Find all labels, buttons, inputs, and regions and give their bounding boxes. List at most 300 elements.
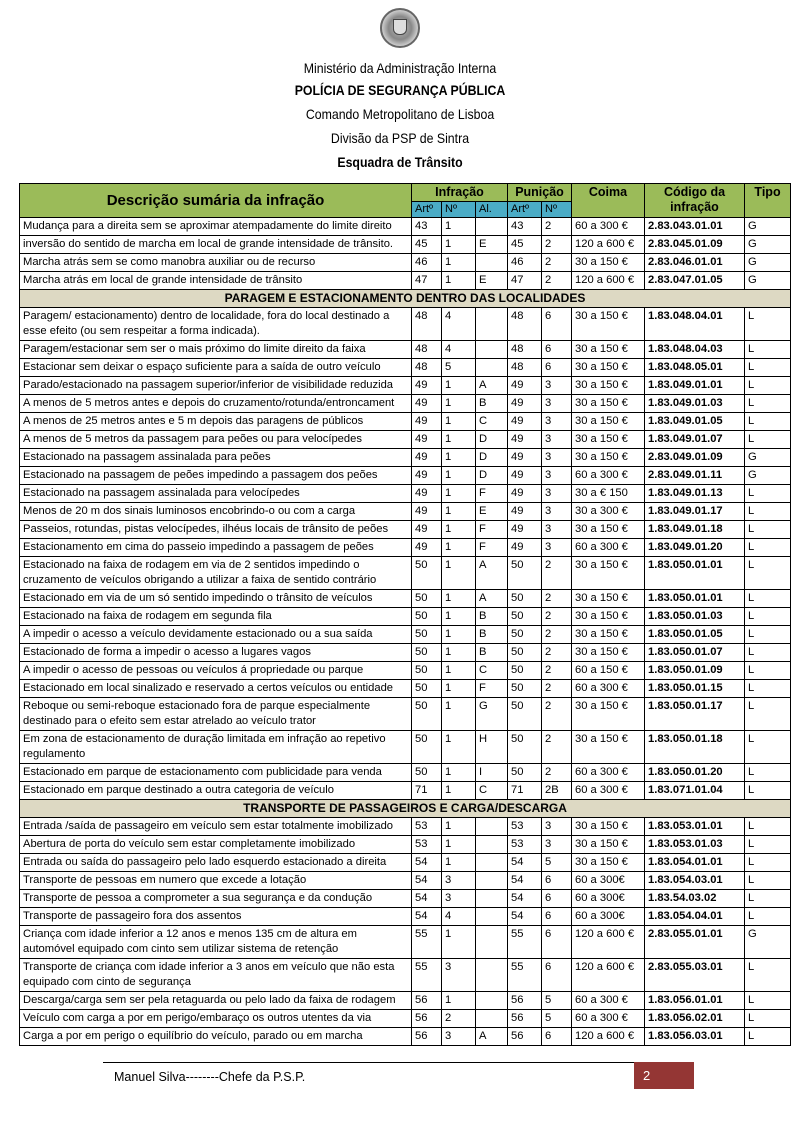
infracao-num-cell: 3 <box>442 890 476 908</box>
punicao-num-cell: 3 <box>542 485 572 503</box>
infracao-num-cell: 1 <box>442 521 476 539</box>
infracao-al-cell: B <box>476 608 508 626</box>
description-cell: A menos de 5 metros antes e depois do cruzamento/rotunda/entroncament <box>20 395 412 413</box>
infracao-al-cell <box>476 872 508 890</box>
description-cell: A impedir o acesso a veículo devidamente estacionado ou a sua saída <box>20 626 412 644</box>
description-cell: Estacionar sem deixar o espaço suficiente para a saída de outro veículo <box>20 359 412 377</box>
punicao-art-cell: 50 <box>508 590 542 608</box>
header-infracao-al: Al. <box>476 202 508 218</box>
footer-signature: Manuel Silva--------Chefe da P.S.P. <box>114 1070 306 1084</box>
coima-cell: 30 a 150 € <box>572 377 645 395</box>
punicao-art-cell: 56 <box>508 1010 542 1028</box>
codigo-cell: 1.83.049.01.01 <box>645 377 745 395</box>
punicao-art-cell: 48 <box>508 341 542 359</box>
description-cell: Transporte de criança com idade inferior a 3 anos em veículo que não esta equipado com cinto de segurança <box>20 959 412 992</box>
tipo-cell: G <box>745 254 791 272</box>
description-cell: Descarga/carga sem ser pela retaguarda ou pelo lado da faixa de rodagem <box>20 992 412 1010</box>
infracao-num-cell: 1 <box>442 731 476 764</box>
table-row <box>20 908 791 926</box>
tipo-cell: L <box>745 764 791 782</box>
codigo-cell: 1.83.048.04.03 <box>645 341 745 359</box>
coima-cell: 30 a € 150 <box>572 485 645 503</box>
description-cell: Parado/estacionado na passagem superior/inferior de visibilidade reduzida <box>20 377 412 395</box>
codigo-cell: 1.83.54.03.02 <box>645 890 745 908</box>
punicao-num-cell: 2 <box>542 626 572 644</box>
coima-cell: 30 a 150 € <box>572 254 645 272</box>
infracao-art-cell: 48 <box>412 359 442 377</box>
infracao-art-cell: 49 <box>412 485 442 503</box>
description-cell: Marcha atrás sem se como manobra auxiliar ou de recurso <box>20 254 412 272</box>
infracao-art-cell: 53 <box>412 836 442 854</box>
header-infracao-art: Artº <box>412 202 442 218</box>
punicao-art-cell: 49 <box>508 503 542 521</box>
infracao-num-cell: 1 <box>442 395 476 413</box>
tipo-cell: G <box>745 236 791 254</box>
infractions-table <box>19 183 791 1046</box>
codigo-cell: 1.83.049.01.13 <box>645 485 745 503</box>
description-cell: Transporte de pessoa a comprometer a sua segurança e da condução <box>20 890 412 908</box>
infracao-art-cell: 50 <box>412 608 442 626</box>
coima-cell: 60 a 300 € <box>572 1010 645 1028</box>
table-row <box>20 395 791 413</box>
coat-of-arms-icon <box>380 8 420 48</box>
punicao-art-cell: 48 <box>508 359 542 377</box>
coima-cell: 60 a 300 € <box>572 539 645 557</box>
infracao-al-cell <box>476 836 508 854</box>
punicao-art-cell: 50 <box>508 680 542 698</box>
infracao-art-cell: 50 <box>412 680 442 698</box>
coima-cell: 30 a 150 € <box>572 521 645 539</box>
description-cell: Estacionado na faixa de rodagem em via de 2 sentidos impedindo o cruzamento de veículos obrigando a utilizar a faixa de sentido contrário <box>20 557 412 590</box>
description-cell: Criança com idade inferior a 12 anos e menos 135 cm de altura em automóvel equipado com cinto sem utilizar sistema de retenção <box>20 926 412 959</box>
codigo-cell: 1.83.050.01.20 <box>645 764 745 782</box>
coima-cell: 120 a 600 € <box>572 1028 645 1046</box>
table-row <box>20 782 791 800</box>
coima-cell: 60 a 300 € <box>572 467 645 485</box>
infracao-art-cell: 54 <box>412 890 442 908</box>
table-row <box>20 218 791 236</box>
coima-cell: 60 a 300 € <box>572 782 645 800</box>
document-header <box>0 8 800 170</box>
section-row-transport <box>20 800 791 818</box>
punicao-num-cell: 6 <box>542 926 572 959</box>
tipo-cell: L <box>745 890 791 908</box>
punicao-num-cell: 5 <box>542 854 572 872</box>
punicao-num-cell: 6 <box>542 359 572 377</box>
punicao-art-cell: 49 <box>508 395 542 413</box>
punicao-num-cell: 3 <box>542 836 572 854</box>
tipo-cell: L <box>745 959 791 992</box>
infracao-al-cell: D <box>476 449 508 467</box>
coima-cell: 30 a 150 € <box>572 698 645 731</box>
codigo-cell: 1.83.049.01.17 <box>645 503 745 521</box>
description-cell: Entrada /saída de passageiro em veículo sem estar totalmente imobilizado <box>20 818 412 836</box>
punicao-art-cell: 49 <box>508 377 542 395</box>
table-row <box>20 377 791 395</box>
codigo-cell: 1.83.054.01.01 <box>645 854 745 872</box>
description-cell: Estacionado em via de um só sentido impedindo o trânsito de veículos <box>20 590 412 608</box>
table-row <box>20 608 791 626</box>
punicao-art-cell: 50 <box>508 698 542 731</box>
punicao-num-cell: 3 <box>542 377 572 395</box>
command-name: Comando Metropolitano de Lisboa <box>305 106 495 122</box>
punicao-art-cell: 53 <box>508 818 542 836</box>
codigo-cell: 1.83.050.01.01 <box>645 590 745 608</box>
punicao-art-cell: 49 <box>508 449 542 467</box>
infracao-al-cell: F <box>476 485 508 503</box>
infracao-art-cell: 56 <box>412 1028 442 1046</box>
punicao-num-cell: 2 <box>542 254 572 272</box>
description-cell: Passeios, rotundas, pistas velocípedes, ilhéus locais de trânsito de peões <box>20 521 412 539</box>
table-row <box>20 521 791 539</box>
table-row <box>20 272 791 290</box>
coima-cell: 30 a 150 € <box>572 341 645 359</box>
punicao-num-cell: 2 <box>542 272 572 290</box>
codigo-cell: 2.83.055.01.01 <box>645 926 745 959</box>
infracao-al-cell: E <box>476 503 508 521</box>
infracao-art-cell: 49 <box>412 503 442 521</box>
punicao-art-cell: 50 <box>508 731 542 764</box>
punicao-num-cell: 2 <box>542 590 572 608</box>
infracao-num-cell: 1 <box>442 377 476 395</box>
description-cell: Abertura de porta do veículo sem estar completamente imobilizado <box>20 836 412 854</box>
tipo-cell: L <box>745 782 791 800</box>
tipo-cell: L <box>745 1010 791 1028</box>
infracao-art-cell: 50 <box>412 698 442 731</box>
infracao-al-cell: D <box>476 467 508 485</box>
coima-cell: 60 a 150 € <box>572 662 645 680</box>
coima-cell: 60 a 300 € <box>572 680 645 698</box>
punicao-num-cell: 2 <box>542 644 572 662</box>
punicao-art-cell: 54 <box>508 872 542 890</box>
punicao-num-cell: 6 <box>542 908 572 926</box>
infracao-art-cell: 54 <box>412 872 442 890</box>
tipo-cell: G <box>745 218 791 236</box>
punicao-art-cell: 53 <box>508 836 542 854</box>
coima-cell: 30 a 150 € <box>572 818 645 836</box>
codigo-cell: 1.83.049.01.05 <box>645 413 745 431</box>
description-cell: Veículo com carga a por em perigo/embaraço os outros utentes da via <box>20 1010 412 1028</box>
table-row <box>20 959 791 992</box>
tipo-cell: L <box>745 431 791 449</box>
tipo-cell: L <box>745 485 791 503</box>
tipo-cell: L <box>745 662 791 680</box>
infracao-num-cell: 1 <box>442 272 476 290</box>
description-cell: Estacionado na passagem assinalada para velocípedes <box>20 485 412 503</box>
infracao-al-cell: F <box>476 539 508 557</box>
description-cell: Reboque ou semi-reboque estacionado fora de parque especialmente destinado para o efeito sem estar atrelado ao veículo trator <box>20 698 412 731</box>
infracao-art-cell: 56 <box>412 1010 442 1028</box>
table-row <box>20 485 791 503</box>
punicao-art-cell: 50 <box>508 608 542 626</box>
punicao-art-cell: 50 <box>508 662 542 680</box>
division-name: Divisão da PSP de Sintra <box>330 130 470 146</box>
tipo-cell: L <box>745 413 791 431</box>
codigo-cell: 1.83.053.01.03 <box>645 836 745 854</box>
tipo-cell: L <box>745 590 791 608</box>
infracao-art-cell: 49 <box>412 521 442 539</box>
infracao-num-cell: 1 <box>442 626 476 644</box>
infracao-num-cell: 3 <box>442 872 476 890</box>
table-row <box>20 1028 791 1046</box>
table-row <box>20 539 791 557</box>
infracao-al-cell: I <box>476 764 508 782</box>
table-row <box>20 680 791 698</box>
infracao-al-cell: B <box>476 644 508 662</box>
infracao-art-cell: 50 <box>412 644 442 662</box>
infracao-num-cell: 1 <box>442 854 476 872</box>
codigo-cell: 1.83.049.01.03 <box>645 395 745 413</box>
description-cell: Entrada ou saída do passageiro pelo lado esquerdo estacionado a direita <box>20 854 412 872</box>
infracao-art-cell: 49 <box>412 395 442 413</box>
codigo-cell: 1.83.050.01.03 <box>645 608 745 626</box>
infracao-num-cell: 1 <box>442 590 476 608</box>
punicao-num-cell: 2 <box>542 698 572 731</box>
table-row <box>20 854 791 872</box>
tipo-cell: L <box>745 698 791 731</box>
section-title: TRANSPORTE DE PASSAGEIROS E CARGA/DESCARGA <box>20 800 791 818</box>
punicao-num-cell: 2 <box>542 662 572 680</box>
infracao-num-cell: 1 <box>442 236 476 254</box>
punicao-art-cell: 49 <box>508 485 542 503</box>
codigo-cell: 2.83.049.01.09 <box>645 449 745 467</box>
codigo-cell: 2.83.049.01.11 <box>645 467 745 485</box>
codigo-cell: 1.83.050.01.01 <box>645 557 745 590</box>
punicao-num-cell: 6 <box>542 959 572 992</box>
punicao-art-cell: 50 <box>508 626 542 644</box>
punicao-art-cell: 54 <box>508 854 542 872</box>
infracao-al-cell <box>476 854 508 872</box>
coima-cell: 60 a 300 € <box>572 218 645 236</box>
infracao-al-cell <box>476 341 508 359</box>
table-body-transport <box>20 818 791 1046</box>
table-row <box>20 236 791 254</box>
tipo-cell: L <box>745 395 791 413</box>
table-row <box>20 872 791 890</box>
table-row <box>20 836 791 854</box>
infracao-art-cell: 43 <box>412 218 442 236</box>
description-cell: Estacionado na faixa de rodagem em segunda fila <box>20 608 412 626</box>
description-cell: Estacionado na passagem de peões impedindo a passagem dos peões <box>20 467 412 485</box>
infracao-num-cell: 1 <box>442 836 476 854</box>
description-cell: Paragem/estacionar sem ser o mais próximo do limite direito da faixa <box>20 341 412 359</box>
codigo-cell: 1.83.071.01.04 <box>645 782 745 800</box>
codigo-cell: 1.83.048.04.01 <box>645 308 745 341</box>
page-number: 2 <box>634 1062 694 1089</box>
infracao-al-cell <box>476 308 508 341</box>
header-punicao-num: Nº <box>542 202 572 218</box>
punicao-num-cell: 2 <box>542 680 572 698</box>
punicao-num-cell: 6 <box>542 341 572 359</box>
infracao-num-cell: 1 <box>442 254 476 272</box>
infracao-art-cell: 49 <box>412 467 442 485</box>
table-row <box>20 1010 791 1028</box>
description-cell: A menos de 5 metros da passagem para peões ou para velocípedes <box>20 431 412 449</box>
infracao-al-cell: E <box>476 272 508 290</box>
punicao-num-cell: 6 <box>542 308 572 341</box>
table-row <box>20 467 791 485</box>
coima-cell: 30 a 150 € <box>572 608 645 626</box>
description-cell: Estacionamento em cima do passeio impedindo a passagem de peões <box>20 539 412 557</box>
infracao-num-cell: 1 <box>442 218 476 236</box>
section-row-parking <box>20 290 791 308</box>
table-row <box>20 413 791 431</box>
infracao-art-cell: 49 <box>412 377 442 395</box>
punicao-num-cell: 2 <box>542 557 572 590</box>
description-cell: Menos de 20 m dos sinais luminosos encobrindo-o ou com a carga <box>20 503 412 521</box>
coima-cell: 30 a 150 € <box>572 557 645 590</box>
coima-cell: 30 a 150 € <box>572 836 645 854</box>
table-row <box>20 626 791 644</box>
punicao-art-cell: 49 <box>508 431 542 449</box>
infracao-al-cell <box>476 359 508 377</box>
description-cell: Estacionado em parque destinado a outra categoria de veículo <box>20 782 412 800</box>
infracao-art-cell: 48 <box>412 308 442 341</box>
description-cell: Transporte de pessoas em numero que excede a lotação <box>20 872 412 890</box>
table-row <box>20 341 791 359</box>
infracao-num-cell: 1 <box>442 680 476 698</box>
coima-cell: 120 a 600 € <box>572 926 645 959</box>
infracao-art-cell: 54 <box>412 854 442 872</box>
infracao-art-cell: 49 <box>412 413 442 431</box>
codigo-cell: 1.83.048.05.01 <box>645 359 745 377</box>
punicao-num-cell: 2 <box>542 218 572 236</box>
infracao-al-cell <box>476 926 508 959</box>
infracao-al-cell: G <box>476 698 508 731</box>
organization-name: POLÍCIA DE SEGURANÇA PÚBLICA <box>294 82 506 98</box>
infracao-art-cell: 45 <box>412 236 442 254</box>
infracao-num-cell: 2 <box>442 1010 476 1028</box>
infracao-num-cell: 4 <box>442 908 476 926</box>
infracao-art-cell: 71 <box>412 782 442 800</box>
header-punicao: Punição <box>508 184 572 202</box>
punicao-art-cell: 71 <box>508 782 542 800</box>
table-row <box>20 818 791 836</box>
punicao-num-cell: 3 <box>542 431 572 449</box>
punicao-art-cell: 56 <box>508 1028 542 1046</box>
punicao-num-cell: 5 <box>542 992 572 1010</box>
coima-cell: 60 a 300€ <box>572 872 645 890</box>
table-row <box>20 644 791 662</box>
tipo-cell: L <box>745 377 791 395</box>
infracao-num-cell: 4 <box>442 341 476 359</box>
infracao-al-cell: A <box>476 590 508 608</box>
tipo-cell: L <box>745 992 791 1010</box>
tipo-cell: L <box>745 308 791 341</box>
punicao-art-cell: 55 <box>508 959 542 992</box>
codigo-cell: 1.83.056.01.01 <box>645 992 745 1010</box>
infracao-num-cell: 1 <box>442 467 476 485</box>
punicao-num-cell: 2 <box>542 731 572 764</box>
codigo-cell: 2.83.043.01.01 <box>645 218 745 236</box>
codigo-cell: 1.83.049.01.18 <box>645 521 745 539</box>
coima-cell: 60 a 300 € <box>572 764 645 782</box>
tipo-cell: L <box>745 644 791 662</box>
codigo-cell: 1.83.054.03.01 <box>645 872 745 890</box>
punicao-art-cell: 43 <box>508 218 542 236</box>
section-title: PARAGEM E ESTACIONAMENTO DENTRO DAS LOCALIDADES <box>20 290 791 308</box>
punicao-art-cell: 54 <box>508 890 542 908</box>
tipo-cell: L <box>745 854 791 872</box>
table-row <box>20 992 791 1010</box>
description-cell: Carga a por em perigo o equilíbrio do veículo, parado ou em marcha <box>20 1028 412 1046</box>
coima-cell: 120 a 600 € <box>572 272 645 290</box>
header-infracao: Infração <box>412 184 508 202</box>
punicao-num-cell: 2 <box>542 764 572 782</box>
table-row <box>20 764 791 782</box>
infracao-al-cell: C <box>476 662 508 680</box>
tipo-cell: G <box>745 926 791 959</box>
infracao-art-cell: 50 <box>412 557 442 590</box>
header-codigo: Código da infração <box>645 184 745 218</box>
codigo-cell: 2.83.047.01.05 <box>645 272 745 290</box>
description-cell: Estacionado em parque de estacionamento com publicidade para venda <box>20 764 412 782</box>
table-row <box>20 731 791 764</box>
tipo-cell: L <box>745 731 791 764</box>
coima-cell: 30 a 150 € <box>572 449 645 467</box>
infracao-num-cell: 1 <box>442 449 476 467</box>
infracao-art-cell: 49 <box>412 449 442 467</box>
infracao-art-cell: 47 <box>412 272 442 290</box>
codigo-cell: 1.83.049.01.20 <box>645 539 745 557</box>
infracao-art-cell: 56 <box>412 992 442 1010</box>
table-row <box>20 431 791 449</box>
punicao-num-cell: 6 <box>542 890 572 908</box>
punicao-num-cell: 2B <box>542 782 572 800</box>
coima-cell: 30 a 150 € <box>572 644 645 662</box>
infracao-art-cell: 49 <box>412 431 442 449</box>
punicao-art-cell: 46 <box>508 254 542 272</box>
infracao-al-cell <box>476 218 508 236</box>
codigo-cell: 1.83.049.01.07 <box>645 431 745 449</box>
infracao-al-cell <box>476 959 508 992</box>
table-row <box>20 890 791 908</box>
codigo-cell: 1.83.050.01.05 <box>645 626 745 644</box>
coima-cell: 120 a 600 € <box>572 236 645 254</box>
infracao-al-cell: D <box>476 431 508 449</box>
header-tipo: Tipo <box>745 184 791 218</box>
punicao-art-cell: 50 <box>508 557 542 590</box>
header-description: Descrição sumária da infração <box>20 184 412 218</box>
codigo-cell: 1.83.050.01.18 <box>645 731 745 764</box>
description-cell: Mudança para a direita sem se aproximar atempadamente do limite direito <box>20 218 412 236</box>
punicao-art-cell: 49 <box>508 467 542 485</box>
infracao-al-cell: E <box>476 236 508 254</box>
infracao-al-cell <box>476 1010 508 1028</box>
infracao-art-cell: 50 <box>412 764 442 782</box>
description-cell: Transporte de passageiro fora dos assentos <box>20 908 412 926</box>
coima-cell: 30 a 150 € <box>572 395 645 413</box>
punicao-art-cell: 48 <box>508 308 542 341</box>
punicao-art-cell: 54 <box>508 908 542 926</box>
codigo-cell: 1.83.050.01.17 <box>645 698 745 731</box>
infracao-art-cell: 46 <box>412 254 442 272</box>
coima-cell: 30 a 150 € <box>572 431 645 449</box>
infracao-al-cell: F <box>476 521 508 539</box>
description-cell: Estacionado em local sinalizado e reservado a certos veículos ou entidade <box>20 680 412 698</box>
tipo-cell: L <box>745 1028 791 1046</box>
infracao-art-cell: 50 <box>412 731 442 764</box>
infracao-num-cell: 3 <box>442 1028 476 1046</box>
tipo-cell: G <box>745 467 791 485</box>
tipo-cell: L <box>745 608 791 626</box>
punicao-art-cell: 49 <box>508 539 542 557</box>
infracao-art-cell: 55 <box>412 959 442 992</box>
punicao-num-cell: 2 <box>542 236 572 254</box>
tipo-cell: L <box>745 341 791 359</box>
infracao-num-cell: 3 <box>442 959 476 992</box>
tipo-cell: G <box>745 272 791 290</box>
